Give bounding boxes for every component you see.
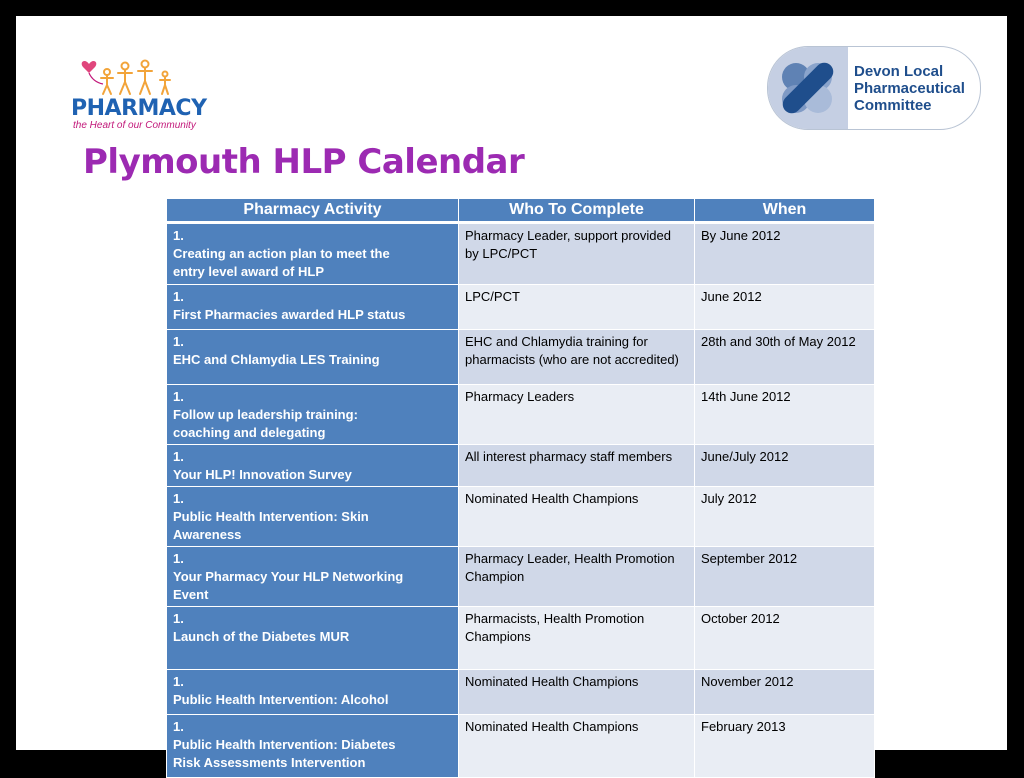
when-cell: 28th and 30th of May 2012	[695, 330, 875, 385]
activity-text: Public Health Intervention: Diabetes Risk Assessments Intervention	[173, 737, 396, 770]
activity-cell	[167, 445, 459, 487]
table-row	[167, 547, 875, 607]
people-figures-icon	[77, 58, 187, 98]
lpc-name-line: Devon Local	[854, 63, 944, 80]
activity-cell	[167, 223, 459, 285]
who-cell: Nominated Health Champions	[459, 670, 695, 715]
activity-cell	[167, 547, 459, 607]
activity-text: EHC and Chlamydia LES Training	[173, 352, 380, 367]
table-row	[167, 223, 875, 285]
column-header-when: When	[695, 199, 875, 223]
row-number: 1.	[173, 611, 184, 626]
table-row	[167, 445, 875, 487]
lpc-name-line: Pharmaceutical	[854, 80, 965, 97]
activity-cell	[167, 285, 459, 330]
pharmacy-tagline: the Heart of our Community	[73, 120, 196, 131]
activity-text: Launch of the Diabetes MUR	[173, 629, 350, 644]
activity-text: Creating an action plan to meet the entry level award of HLP	[173, 246, 390, 279]
table-row	[167, 670, 875, 715]
when-cell: September 2012	[695, 547, 875, 607]
activity-cell	[167, 330, 459, 385]
who-cell: Pharmacy Leader, Health Promotion Champion	[459, 547, 695, 607]
when-cell: June/July 2012	[695, 445, 875, 487]
column-header-activity: Pharmacy Activity	[167, 199, 459, 223]
table-row	[167, 330, 875, 385]
who-cell: Pharmacists, Health Promotion Champions	[459, 607, 695, 670]
who-cell: All interest pharmacy staff members	[459, 445, 695, 487]
row-number: 1.	[173, 719, 184, 734]
row-number: 1.	[173, 389, 184, 404]
row-number: 1.	[173, 289, 184, 304]
row-number: 1.	[173, 449, 184, 464]
table-row	[167, 487, 875, 547]
who-cell: Pharmacy Leader, support provided by LPC/PCT	[459, 223, 695, 285]
activity-cell	[167, 715, 459, 778]
who-cell: EHC and Chlamydia training for pharmacists (who are not accredited)	[459, 330, 695, 385]
when-cell: 14th June 2012	[695, 385, 875, 445]
row-number: 1.	[173, 674, 184, 689]
page-title: Plymouth HLP Calendar	[83, 142, 525, 182]
activity-cell	[167, 385, 459, 445]
table-row	[167, 715, 875, 778]
table-header-row	[167, 199, 875, 223]
lpc-name-line: Committee	[854, 97, 932, 114]
lpc-name	[854, 63, 965, 114]
activity-text: First Pharmacies awarded HLP status	[173, 307, 406, 322]
table-row	[167, 285, 875, 330]
activity-text: Your Pharmacy Your HLP Networking Event	[173, 569, 404, 602]
activity-cell	[167, 607, 459, 670]
when-cell: February 2013	[695, 715, 875, 778]
activity-cell	[167, 670, 459, 715]
slide	[16, 16, 1007, 770]
when-cell: November 2012	[695, 670, 875, 715]
who-cell: Nominated Health Champions	[459, 487, 695, 547]
when-cell: July 2012	[695, 487, 875, 547]
column-header-who: Who To Complete	[459, 199, 695, 223]
activity-text: Follow up leadership training: coaching and delegating	[173, 407, 358, 440]
activity-text: Your HLP! Innovation Survey	[173, 467, 352, 482]
activity-cell	[167, 487, 459, 547]
pharmacy-logo	[71, 56, 207, 134]
table-row	[167, 385, 875, 445]
pharmacy-wordmark: PHARMACY	[71, 96, 207, 121]
lpc-emblem-icon	[768, 47, 848, 129]
when-cell: By June 2012	[695, 223, 875, 285]
hlp-calendar-table	[166, 198, 875, 778]
activity-text: Public Health Intervention: Skin Awareness	[173, 509, 369, 542]
devon-lpc-logo	[767, 46, 981, 130]
row-number: 1.	[173, 228, 184, 243]
when-cell: October 2012	[695, 607, 875, 670]
when-cell: June 2012	[695, 285, 875, 330]
activity-text: Public Health Intervention: Alcohol	[173, 692, 389, 707]
who-cell: Pharmacy Leaders	[459, 385, 695, 445]
who-cell: Nominated Health Champions	[459, 715, 695, 778]
table-row	[167, 607, 875, 670]
row-number: 1.	[173, 491, 184, 506]
row-number: 1.	[173, 334, 184, 349]
row-number: 1.	[173, 551, 184, 566]
who-cell: LPC/PCT	[459, 285, 695, 330]
